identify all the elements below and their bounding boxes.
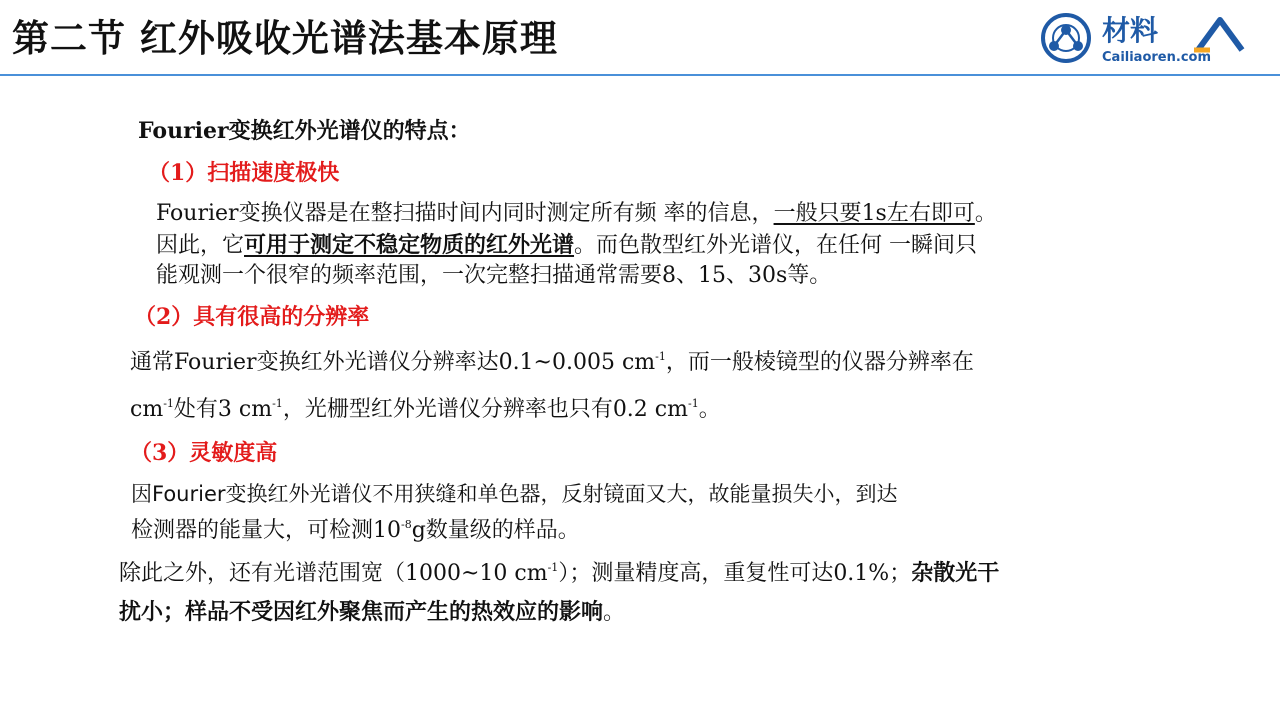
summary-line-1 bbox=[119, 558, 999, 589]
text-span: ）；测量精度高，重复性可达0.1%； bbox=[558, 561, 912, 586]
superscript: -1 bbox=[687, 397, 699, 410]
section-2-line-2 bbox=[130, 395, 721, 425]
superscript: -1 bbox=[163, 397, 174, 410]
logo-subtext bbox=[1102, 50, 1211, 65]
underlined-text: 可用于测定不稳定物质的红外光谱 bbox=[244, 232, 575, 258]
brand-logo bbox=[1040, 12, 1260, 70]
text-span: cm bbox=[130, 397, 164, 422]
section-1-line-2 bbox=[156, 230, 977, 261]
section-3-line-1: 因Fourier变换红外光谱仪不用狭缝和单色器，反射镜面又大，故能量损失小，到达 bbox=[131, 482, 898, 506]
logo-sub-domain: .com bbox=[1175, 50, 1211, 65]
text-span: ，光栅型红外光谱仪分辨率也只有0.2 cm bbox=[282, 397, 688, 422]
bold-text: 杂散光干 bbox=[911, 560, 1000, 586]
superscript: -1 bbox=[655, 350, 666, 363]
text-span: 处有3 cm bbox=[173, 397, 273, 422]
section-1-line-1 bbox=[156, 199, 997, 229]
underlined-text: 一般只要1s左右即可 bbox=[773, 201, 975, 226]
superscript: -1 bbox=[272, 397, 283, 410]
logo-person-icon bbox=[1190, 14, 1250, 54]
superscript: -8 bbox=[401, 518, 412, 531]
page-title: 第二节 红外吸收光谱法基本原理 bbox=[12, 17, 558, 60]
superscript: -1 bbox=[547, 561, 559, 574]
text-span: 。 bbox=[698, 397, 721, 422]
summary-line-2 bbox=[119, 597, 625, 628]
section-3-title: （3）灵敏度高 bbox=[130, 440, 278, 466]
molecule-logo-icon bbox=[1040, 12, 1092, 64]
text-span: 因此，它 bbox=[156, 233, 245, 258]
text-span: ，而一般棱镜型的仪器分辨率在 bbox=[665, 350, 974, 375]
section-2-title: （2）具有很高的分辨率 bbox=[134, 304, 370, 330]
text-span: 。 bbox=[974, 201, 997, 226]
slide-header bbox=[0, 0, 1280, 76]
header-divider bbox=[0, 74, 1280, 76]
section-2-line-1 bbox=[130, 348, 974, 378]
text-span: 通常Fourier变换红外光谱仪分辨率达0.1~0.005 cm bbox=[130, 350, 656, 375]
text-span: Fourier变换仪器是在整扫描时间内同时测定所有频 率的信息， bbox=[156, 201, 774, 226]
logo-text: 材料 bbox=[1102, 14, 1159, 47]
text-span: 。 bbox=[603, 600, 626, 625]
section-3-line-2 bbox=[131, 516, 580, 546]
text-span: 。而色散型红外光谱仪，在任何 一瞬间只 bbox=[574, 233, 978, 258]
section-1-line-3: 能观测一个很窄的频率范围，一次完整扫描通常需要8、15、30s等。 bbox=[156, 263, 832, 288]
bold-text: 扰小；样品不受因红外聚焦而产生的热效应的影响 bbox=[119, 599, 604, 625]
intro-heading: Fourier变换红外光谱仪的特点： bbox=[138, 118, 471, 144]
section-1-title: （1）扫描速度极快 bbox=[148, 160, 340, 186]
logo-sub-name: Cailiaoren bbox=[1102, 50, 1176, 65]
text-span: 除此之外，还有光谱范围宽（1000~10 cm bbox=[119, 561, 548, 586]
text-span: g数量级的样品。 bbox=[411, 518, 580, 543]
text-span: 检测器的能量大，可检测10 bbox=[131, 518, 401, 543]
